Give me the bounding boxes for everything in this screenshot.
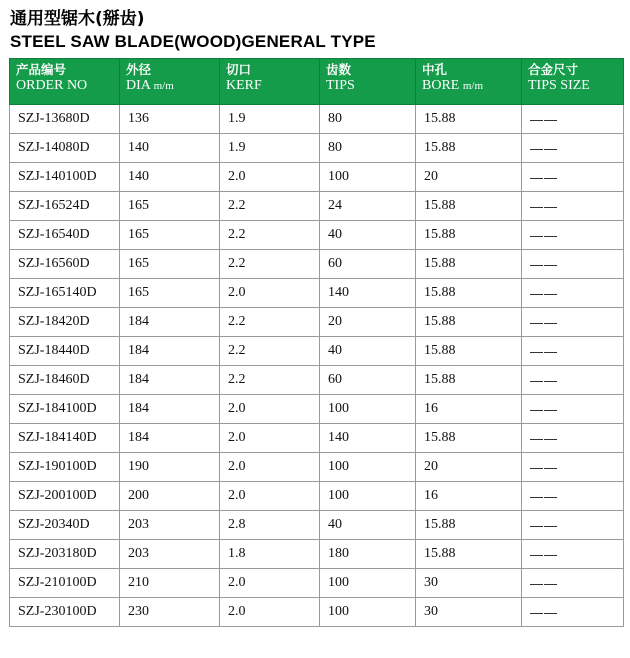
cell-order-no: SZJ-13680D <box>10 105 120 134</box>
column-header-dia-en-text: DIA <box>126 78 151 93</box>
column-header-dia <box>120 59 220 105</box>
column-header-bore-en-text: BORE <box>422 78 460 93</box>
cell-tips: 100 <box>320 598 416 627</box>
cell-tips-size: —— <box>522 134 624 163</box>
cell-bore: 15.88 <box>416 540 522 569</box>
cell-kerf: 2.2 <box>220 192 320 221</box>
column-header-tips <box>320 59 416 105</box>
table-row <box>10 134 624 163</box>
cell-kerf: 2.2 <box>220 250 320 279</box>
cell-dia: 210 <box>120 569 220 598</box>
cell-tips: 180 <box>320 540 416 569</box>
cell-dia: 184 <box>120 366 220 395</box>
cell-order-no: SZJ-16560D <box>10 250 120 279</box>
column-header-bore-en <box>422 78 521 94</box>
cell-dia: 165 <box>120 221 220 250</box>
cell-dia: 184 <box>120 424 220 453</box>
cell-tips: 100 <box>320 569 416 598</box>
column-header-dia-cn: 外径 <box>126 62 152 77</box>
cell-tips: 40 <box>320 221 416 250</box>
column-header-tips-cn: 齿数 <box>326 62 352 77</box>
cell-bore: 15.88 <box>416 511 522 540</box>
cell-tips-size: —— <box>522 192 624 221</box>
cell-tips-size: —— <box>522 395 624 424</box>
cell-dia: 190 <box>120 453 220 482</box>
column-header-kerf-cn: 切口 <box>226 62 252 77</box>
cell-dia: 184 <box>120 337 220 366</box>
column-header-bore-cn: 中孔 <box>422 62 448 77</box>
cell-dia: 165 <box>120 279 220 308</box>
cell-bore: 15.88 <box>416 424 522 453</box>
column-header-dia-en <box>126 78 219 94</box>
cell-bore: 15.88 <box>416 308 522 337</box>
cell-bore: 20 <box>416 453 522 482</box>
cell-kerf: 2.0 <box>220 453 320 482</box>
cell-tips-size: —— <box>522 250 624 279</box>
cell-kerf: 2.2 <box>220 366 320 395</box>
cell-order-no: SZJ-203180D <box>10 540 120 569</box>
cell-order-no: SZJ-20340D <box>10 511 120 540</box>
table-row <box>10 279 624 308</box>
table-row <box>10 105 624 134</box>
cell-bore: 15.88 <box>416 105 522 134</box>
cell-dia: 140 <box>120 134 220 163</box>
cell-bore: 30 <box>416 598 522 627</box>
cell-kerf: 1.9 <box>220 134 320 163</box>
cell-tips: 80 <box>320 105 416 134</box>
cell-tips-size: —— <box>522 482 624 511</box>
cell-bore: 15.88 <box>416 221 522 250</box>
cell-dia: 203 <box>120 540 220 569</box>
table-row <box>10 598 624 627</box>
cell-tips: 100 <box>320 395 416 424</box>
cell-kerf: 1.9 <box>220 105 320 134</box>
table-row <box>10 540 624 569</box>
page-title-chinese: 通用型锯木(掰齿) <box>10 9 145 29</box>
cell-tips: 140 <box>320 424 416 453</box>
column-header-order-no-en: ORDER NO <box>16 78 88 93</box>
cell-kerf: 2.0 <box>220 482 320 511</box>
column-header-tips-en: TIPS <box>326 78 355 93</box>
cell-order-no: SZJ-18460D <box>10 366 120 395</box>
cell-order-no: SZJ-18440D <box>10 337 120 366</box>
cell-order-no: SZJ-210100D <box>10 569 120 598</box>
cell-kerf: 2.0 <box>220 279 320 308</box>
cell-tips-size: —— <box>522 366 624 395</box>
cell-tips-size: —— <box>522 598 624 627</box>
cell-order-no: SZJ-18420D <box>10 308 120 337</box>
table-row <box>10 482 624 511</box>
table-row <box>10 308 624 337</box>
column-header-tips-size <box>522 59 624 105</box>
cell-dia: 165 <box>120 250 220 279</box>
cell-order-no: SZJ-190100D <box>10 453 120 482</box>
cell-order-no: SZJ-200100D <box>10 482 120 511</box>
table-row <box>10 395 624 424</box>
cell-tips-size: —— <box>522 308 624 337</box>
cell-tips: 140 <box>320 279 416 308</box>
cell-bore: 20 <box>416 163 522 192</box>
table-header-row <box>10 59 624 105</box>
cell-bore: 15.88 <box>416 134 522 163</box>
table-row <box>10 424 624 453</box>
column-header-order-no-cn: 产品编号 <box>16 62 67 77</box>
table-row <box>10 221 624 250</box>
cell-kerf: 2.2 <box>220 308 320 337</box>
cell-order-no: SZJ-16540D <box>10 221 120 250</box>
cell-tips-size: —— <box>522 221 624 250</box>
table-row <box>10 569 624 598</box>
cell-tips: 24 <box>320 192 416 221</box>
cell-tips: 40 <box>320 511 416 540</box>
cell-tips-size: —— <box>522 424 624 453</box>
table-row <box>10 453 624 482</box>
table-header <box>10 59 624 105</box>
cell-tips: 100 <box>320 163 416 192</box>
cell-tips-size: —— <box>522 279 624 308</box>
cell-tips-size: —— <box>522 163 624 192</box>
page-title-english: STEEL SAW BLADE(WOOD)GENERAL TYPE <box>10 32 376 51</box>
column-header-order-no <box>10 59 120 105</box>
table-row <box>10 163 624 192</box>
cell-dia: 165 <box>120 192 220 221</box>
cell-bore: 15.88 <box>416 366 522 395</box>
cell-bore: 15.88 <box>416 250 522 279</box>
table-row <box>10 192 624 221</box>
cell-dia: 140 <box>120 163 220 192</box>
cell-kerf: 2.0 <box>220 424 320 453</box>
cell-kerf: 2.0 <box>220 569 320 598</box>
cell-tips-size: —— <box>522 540 624 569</box>
cell-order-no: SZJ-184140D <box>10 424 120 453</box>
cell-tips: 100 <box>320 482 416 511</box>
cell-kerf: 2.2 <box>220 337 320 366</box>
cell-dia: 200 <box>120 482 220 511</box>
cell-dia: 230 <box>120 598 220 627</box>
table-row <box>10 511 624 540</box>
cell-bore: 15.88 <box>416 279 522 308</box>
cell-tips-size: —— <box>522 569 624 598</box>
table-body <box>10 105 624 627</box>
cell-order-no: SZJ-165140D <box>10 279 120 308</box>
cell-tips-size: —— <box>522 105 624 134</box>
table-row <box>10 366 624 395</box>
column-header-dia-unit: m/m <box>153 80 174 92</box>
cell-tips: 60 <box>320 366 416 395</box>
specification-table <box>9 58 624 627</box>
cell-bore: 16 <box>416 395 522 424</box>
cell-tips: 100 <box>320 453 416 482</box>
cell-tips: 80 <box>320 134 416 163</box>
column-header-tips-size-en: TIPS SIZE <box>528 78 590 93</box>
cell-kerf: 2.2 <box>220 221 320 250</box>
table-row <box>10 250 624 279</box>
cell-tips: 60 <box>320 250 416 279</box>
cell-order-no: SZJ-140100D <box>10 163 120 192</box>
cell-kerf: 2.0 <box>220 163 320 192</box>
cell-tips-size: —— <box>522 453 624 482</box>
cell-tips-size: —— <box>522 337 624 366</box>
cell-bore: 30 <box>416 569 522 598</box>
cell-kerf: 2.8 <box>220 511 320 540</box>
column-header-bore <box>416 59 522 105</box>
cell-kerf: 2.0 <box>220 395 320 424</box>
cell-tips: 20 <box>320 308 416 337</box>
cell-order-no: SZJ-184100D <box>10 395 120 424</box>
cell-tips-size: —— <box>522 511 624 540</box>
cell-tips: 40 <box>320 337 416 366</box>
cell-order-no: SZJ-230100D <box>10 598 120 627</box>
cell-dia: 136 <box>120 105 220 134</box>
cell-dia: 184 <box>120 308 220 337</box>
cell-dia: 203 <box>120 511 220 540</box>
cell-bore: 15.88 <box>416 337 522 366</box>
cell-order-no: SZJ-14080D <box>10 134 120 163</box>
cell-kerf: 1.8 <box>220 540 320 569</box>
column-header-kerf-en: KERF <box>226 78 262 93</box>
table-row <box>10 337 624 366</box>
column-header-tips-size-cn: 合金尺寸 <box>528 62 579 77</box>
column-header-kerf <box>220 59 320 105</box>
cell-kerf: 2.0 <box>220 598 320 627</box>
cell-order-no: SZJ-16524D <box>10 192 120 221</box>
cell-bore: 15.88 <box>416 192 522 221</box>
cell-dia: 184 <box>120 395 220 424</box>
cell-bore: 16 <box>416 482 522 511</box>
column-header-bore-unit: m/m <box>462 80 484 92</box>
